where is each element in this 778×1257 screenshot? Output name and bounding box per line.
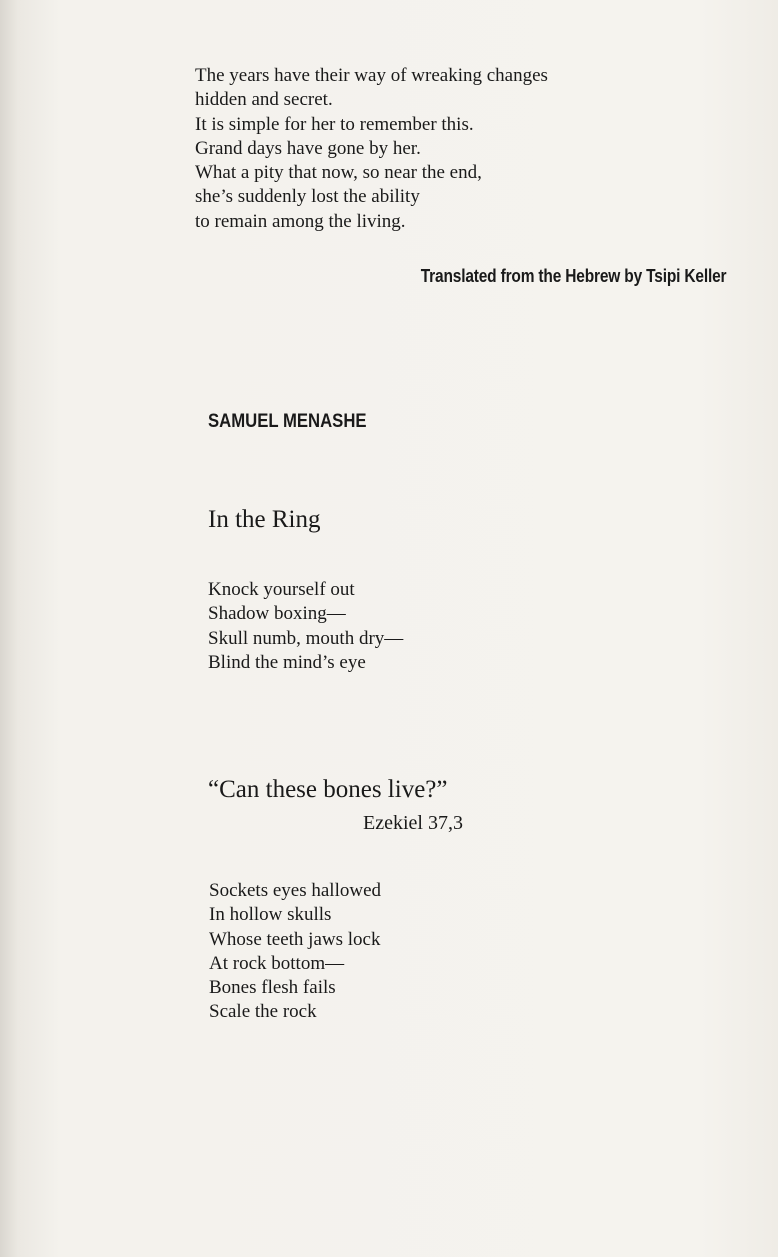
translation-credit: Translated from the Hebrew by Tsipi Keller [420, 266, 726, 286]
poem-line: Whose teeth jaws lock [209, 928, 381, 950]
poem-line: Shadow boxing— [208, 603, 346, 625]
poem-line: Skull numb, mouth dry— [208, 627, 404, 649]
opening-stanza [195, 64, 548, 234]
poem-line: to remain among the living. [195, 210, 406, 232]
poem-line: Sockets eyes hallowed [209, 880, 382, 901]
poem-line: Bones flesh fails [209, 977, 336, 999]
poem-line: Grand days have gone by her. [195, 137, 421, 159]
poem-line: Scale the rock [209, 1001, 317, 1023]
in-the-ring-stanza [208, 578, 403, 675]
poem-line: The years have their way of wreaking changes [195, 65, 548, 86]
poem-line: What a pity that now, so near the end, [195, 162, 482, 184]
author-name: SAMUEL MENASHE [208, 411, 367, 432]
poem-line: It is simple for her to remember this. [195, 113, 474, 135]
bones-stanza [209, 879, 381, 1025]
poem-line: At rock bottom— [209, 952, 345, 974]
poem-line: hidden and secret. [195, 89, 333, 111]
epigraph: Ezekiel 37,3 [363, 812, 463, 834]
poem-title-can-these-bones-live: “Can these bones live?” [208, 776, 448, 803]
poem-line: she’s suddenly lost the ability [195, 186, 420, 208]
poem-line: Knock yourself out [208, 579, 355, 600]
poem-line: In hollow skulls [209, 904, 332, 926]
poem-line: Blind the mind’s eye [208, 651, 366, 673]
poem-title-in-the-ring: In the Ring [208, 506, 321, 533]
